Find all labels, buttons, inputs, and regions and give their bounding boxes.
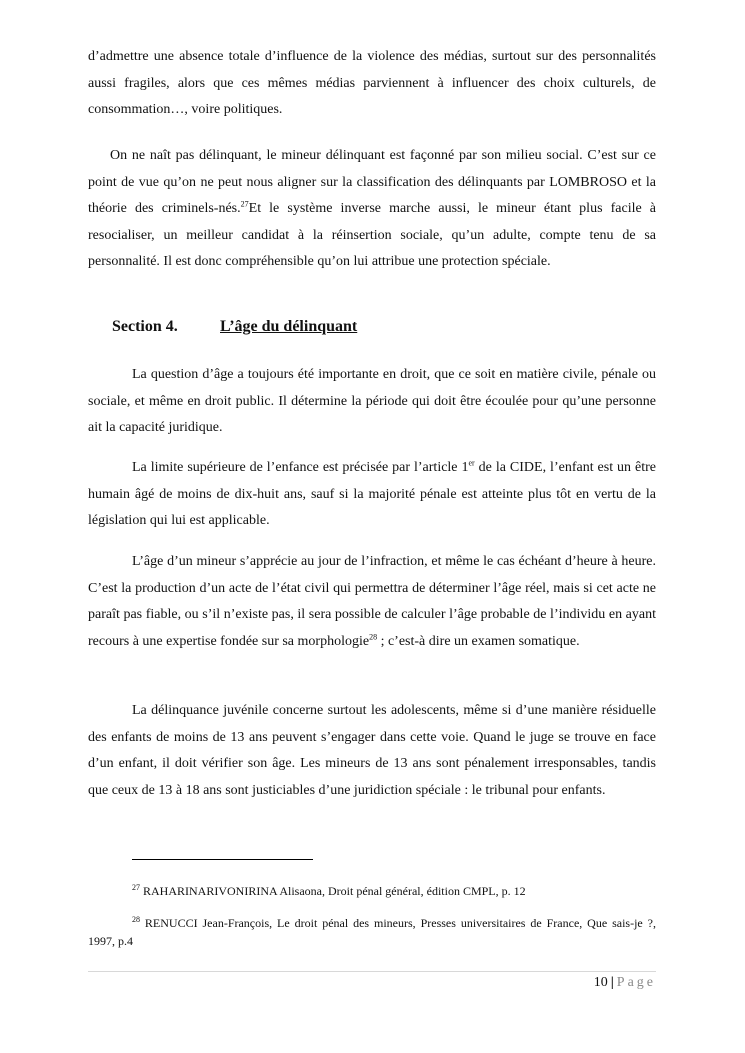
section-number: Section 4. [112, 318, 178, 335]
footnote-27 [88, 882, 656, 900]
paragraph-3: La question d’âge a toujours été importante en droit, que ce soit en matière civile, pénale ou sociale, et même en droit public. Il détermine la période qui doit être écoulée pour qu’une personne ait la capacité juridique. [88, 367, 656, 435]
footnote-text: RAHARINARIVONIRINA Alisaona, Droit pénal général, édition CMPL, p. 12 [140, 884, 526, 898]
paragraph-4-text-b: de la CIDE, l’enfant est un être humain âgé de moins de dix-huit ans, sauf si la majorité pénale est atteinte plus tôt en vertu de la législation qui lui est applicable. [88, 460, 657, 528]
footnote-ref-27[interactable]: 27 [240, 199, 249, 209]
paragraph-4-text-a: La limite supérieure de l’enfance est précisée par l’article 1 [132, 460, 469, 475]
ordinal-superscript: er [468, 458, 475, 468]
footer-divider [88, 971, 656, 972]
paragraph-2-text-b: Et le système inverse marche aussi, le mineur étant plus facile à resocialiser, un meilleur candidat à la réinsertion sociale, qu’un adulte, compte tenu de sa personnalité. Il est donc compréhensible qu’on lui attribue une protection spéciale. [88, 201, 657, 269]
paragraph-5-text-a: L’âge d’un mineur s’apprécie au jour de l’infraction, et même le cas échéant d’heure à heure. C’est la production d’un acte de l’état civil qui permettra de déterminer l’âge réel, mais si cet acte ne paraît pas fiable, ou s’il n’existe pas, il sera possible de calculer l’âge probable de l’individu en ayant recours à une expertise fondée sur sa morphologie [88, 554, 656, 649]
footer-separator: | [610, 975, 614, 990]
footnote-number: 27 [132, 883, 140, 892]
section-title: L’âge du délinquant [220, 318, 358, 335]
paragraph-1: d’admettre une absence totale d’influence de la violence des médias, surtout sur des personnalités aussi fragiles, alors que ces mêmes médias parviennent à influencer des choix culturels, de consommation…, voire politiques. [88, 49, 656, 117]
page-footer [594, 974, 656, 992]
page-label: Page [616, 975, 656, 990]
footnote-separator [132, 859, 313, 860]
footnote-text: RENUCCI Jean-François, Le droit pénal des mineurs, Presses universitaires de France, Que sais-je ?, 1997, p.4 [88, 916, 656, 948]
page-number: 10 [593, 975, 608, 990]
paragraph-4 [88, 455, 656, 535]
footnote-number: 28 [132, 915, 140, 924]
section-heading [112, 318, 357, 336]
paragraph-6: La délinquance juvénile concerne surtout les adolescents, même si d’une manière résiduelle des enfants de moins de 13 ans peuvent s’engager dans cette voie. Quand le juge se trouve en face d’un enfant, il doit vérifier son âge. Les mineurs de 13 ans sont pénalement irresponsables, tandis que ceux de 13 à 18 ans sont justiciables d’une juridiction spéciale : le tribunal pour enfants. [88, 703, 656, 798]
footnote-ref-28[interactable]: 28 [369, 631, 378, 641]
paragraph-2-text-a: On ne naît pas délinquant, le mineur délinquant est façonné par son milieu social. C’est sur ce point de vue qu’on ne peut nous aligner sur la classification des délinquants par LOMBROSO et la théorie des criminels-nés. [88, 148, 656, 216]
paragraph-5 [88, 549, 656, 655]
footnote-28 [88, 914, 656, 950]
paragraph-5-text-b: ; c’est-à dire un examen somatique. [377, 633, 580, 649]
paragraph-2 [88, 143, 656, 276]
